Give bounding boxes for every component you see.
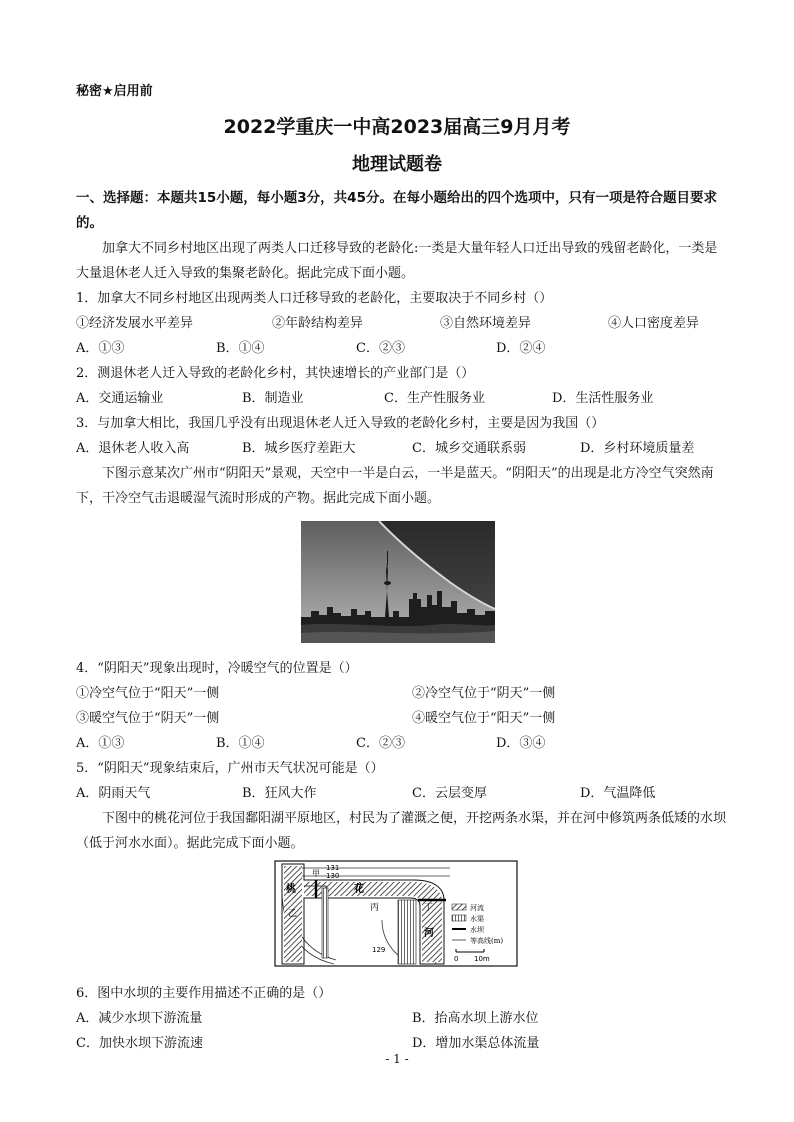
exam-subtitle: 地理试题卷 <box>352 154 442 175</box>
q5-option-a: A．阴雨天气 <box>76 786 151 801</box>
q4-item: ③暖空气位于“阴天”一侧 <box>76 711 220 726</box>
q1-item: ④人口密度差异 <box>608 316 700 331</box>
q1-option-a: A．①③ <box>76 341 125 356</box>
contour-label: 130 <box>326 872 340 880</box>
yin-yang-sky-photo <box>301 521 495 643</box>
q5-option-c: C．云层变厚 <box>412 786 487 801</box>
q4-option-a: A．①③ <box>76 736 125 751</box>
q1-item: ①经济发展水平差异 <box>76 316 194 331</box>
place-label-jia: 甲 <box>312 869 320 878</box>
contour-label: 129 <box>372 946 386 954</box>
q6-option-b: B．抬高水坝上游水位 <box>412 1011 539 1026</box>
q2-option-b: B．制造业 <box>242 391 304 406</box>
q5-option-d: D．气温降低 <box>580 786 656 801</box>
place-label-bing: 丙 <box>370 903 380 913</box>
q4-option-c: C．②③ <box>356 736 405 751</box>
q5-stem: 5．“阴阳天”现象结束后，广州市天气状况可能是（） <box>76 761 384 776</box>
q1-option-b: B．①④ <box>216 341 265 356</box>
q3-option-c: C．城乡交通联系弱 <box>412 441 526 456</box>
q1-item: ③自然环境差异 <box>440 316 532 331</box>
legend-river: 河流 <box>470 904 484 912</box>
q6-option-c: C．加快水坝下游流速 <box>76 1036 203 1051</box>
passage-2: 下图示意某次广州市“阴阳天”景观，天空中一半是白云，一半是蓝天。“阴阳天”的出现是北方冷空气突然南下，干冷空气击退暖湿气流时形成的产物。据此完成下面小题。 <box>76 466 714 506</box>
q4-option-d: D．③④ <box>496 736 546 751</box>
q3-stem: 3．与加拿大相比，我国几乎没有出现退休老人迁入导致的老龄化乡村，主要是因为我国（） <box>76 416 605 431</box>
q4-option-b: B．①④ <box>216 736 265 751</box>
q4-stem: 4．“阴阳天”现象出现时，冷暖空气的位置是（） <box>76 661 358 676</box>
taohua-river-map <box>274 860 518 967</box>
passage-1: 加拿大不同乡村地区出现了两类人口迁移导致的老龄化:一类是大量年轻人口迁出导致的残留老龄化，一类是大量退休老人迁入导致的集聚老龄化。据此完成下面小题。 <box>76 241 718 281</box>
legend-canal: 水渠 <box>470 915 484 923</box>
river-char: 桃 <box>286 884 296 895</box>
section-heading: 一、选择题：本题共15小题，每小题3分，共45分。在每小题给出的四个选项中，只有一项是符合题目要求的。 <box>76 190 717 231</box>
q3-option-b: B．城乡医疗差距大 <box>242 441 356 456</box>
river-char: 花 <box>354 884 364 895</box>
page-number: - 1 - <box>385 1052 409 1066</box>
q1-option-c: C．②③ <box>356 341 405 356</box>
q3-option-d: D．乡村环境质量差 <box>580 441 695 456</box>
legend-contour: 等高线(m) <box>470 937 504 945</box>
scale-zero: 0 <box>454 955 459 963</box>
q6-option-a: A．减少水坝下游流量 <box>76 1011 203 1026</box>
q1-stem: 1．加拿大不同乡村地区出现两类人口迁移导致的老龄化，主要取决于不同乡村（） <box>76 291 553 306</box>
place-label-yi: 乙 <box>288 909 298 919</box>
river-char: 河 <box>424 928 434 939</box>
exam-title: 2022学重庆一中高2023届高三9月月考 <box>223 116 571 138</box>
q1-option-d: D．②④ <box>496 341 546 356</box>
q2-option-a: A．交通运输业 <box>76 391 164 406</box>
q3-option-a: A．退休老人收入高 <box>76 441 190 456</box>
passage-3: 下图中的桃花河位于我国鄱阳湖平原地区，村民为了灌溉之便，开挖两条水渠，并在河中修筑两条低矮的水坝（低于河水水面）。据此完成下面小题。 <box>76 811 727 851</box>
scale-10m: 10m <box>474 955 490 963</box>
q5-option-b: B．狂风大作 <box>242 786 317 801</box>
legend-dam: 水坝 <box>470 926 484 934</box>
q1-item: ②年龄结构差异 <box>272 316 364 331</box>
q2-option-d: D．生活性服务业 <box>552 391 654 406</box>
place-label-ding: 丁 <box>424 903 434 913</box>
q6-stem: 6．图中水坝的主要作用描述不正确的是（） <box>76 986 332 1001</box>
secret-mark: 秘密★启用前 <box>76 84 153 99</box>
q4-item: ②冷空气位于“阴天”一侧 <box>412 686 556 701</box>
contour-label: 131 <box>326 864 340 872</box>
q2-option-c: C．生产性服务业 <box>384 391 485 406</box>
q2-stem: 2．测退休老人迁入导致的老龄化乡村，其快速增长的产业部门是（） <box>76 366 475 381</box>
q6-option-d: D．增加水渠总体流量 <box>412 1036 540 1051</box>
q4-item: ④暖空气位于“阳天”一侧 <box>412 711 556 726</box>
q4-item: ①冷空气位于“阳天”一侧 <box>76 686 220 701</box>
